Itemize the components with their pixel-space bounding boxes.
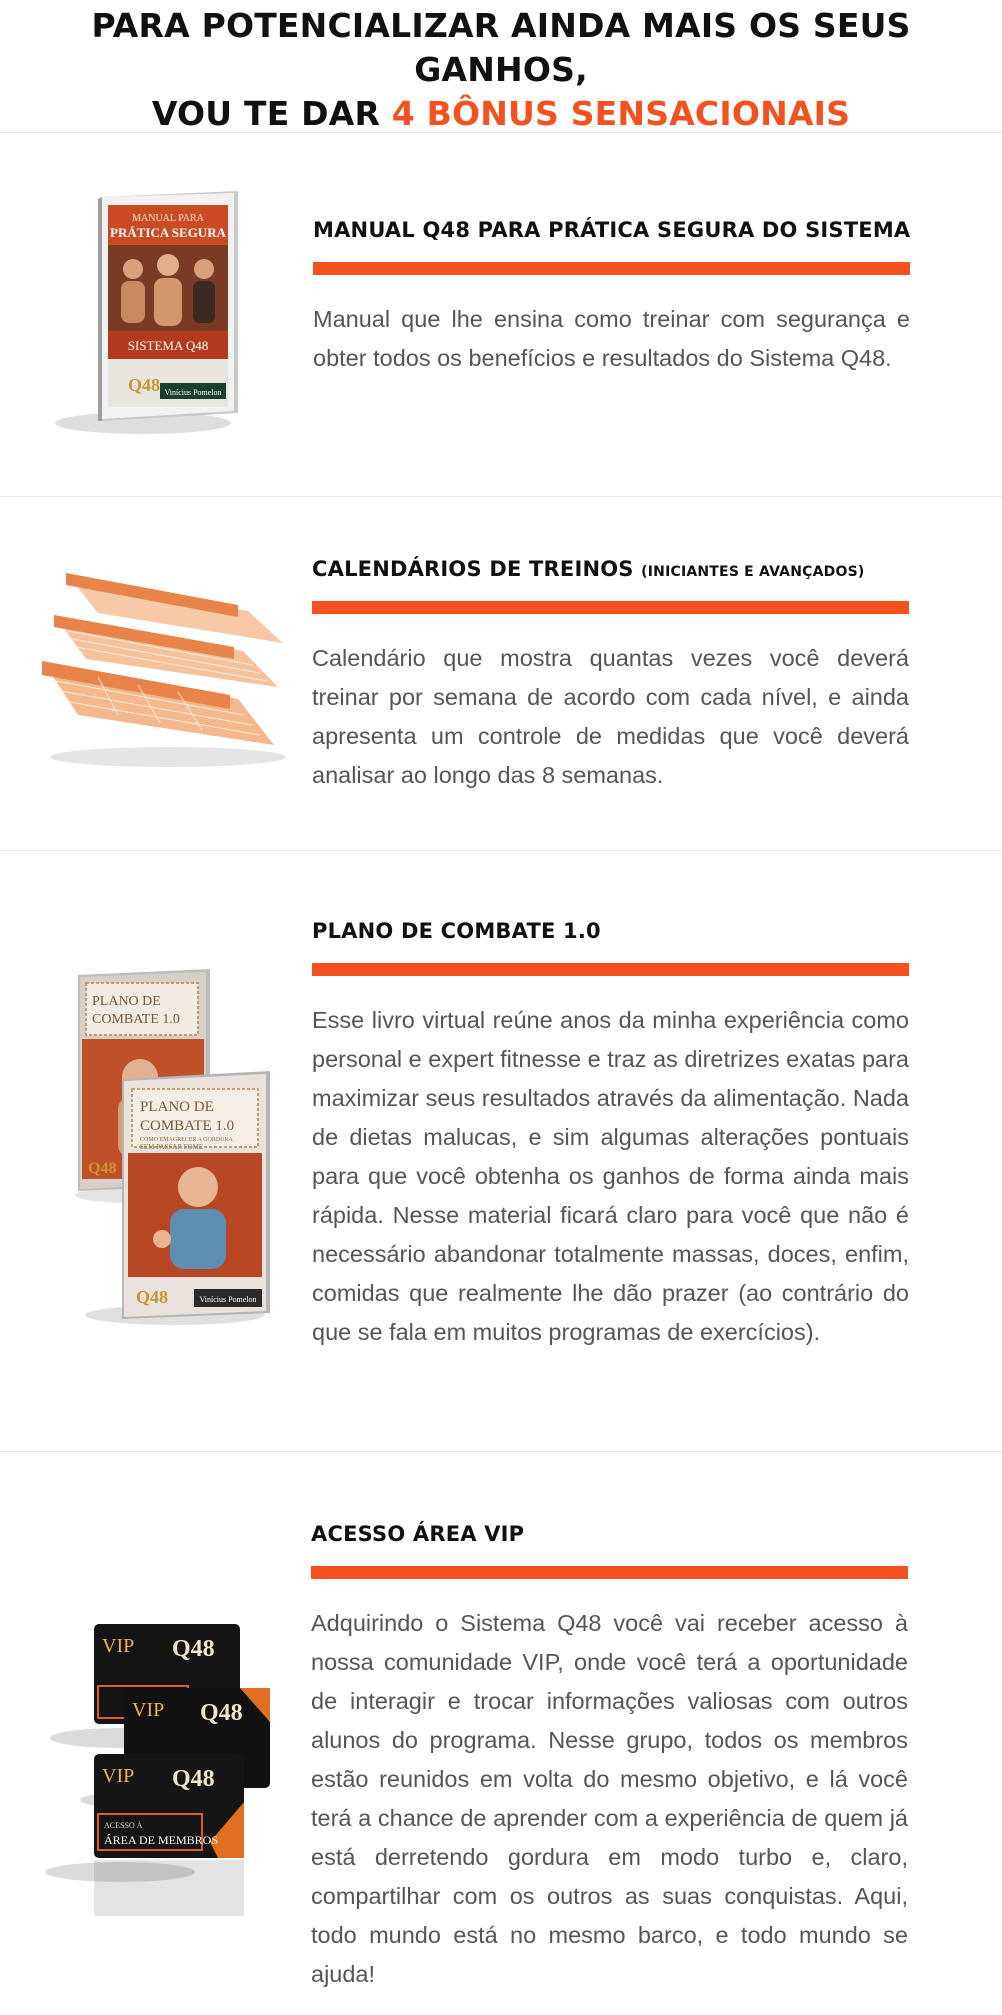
bonus-title: ACESSO ÁREA VIP: [311, 1522, 525, 1546]
calendar-sheets-image: [38, 565, 298, 780]
vip-card-1-logo: Q48: [172, 1636, 215, 1662]
manual-book-image: [48, 191, 248, 446]
vip-card-access-1: ACESSO À: [104, 1821, 143, 1830]
bonus-description: Manual que lhe ensina como treinar com segurança e obter todos os benefícios e resultados do Sistema Q48.: [313, 306, 910, 371]
vip-card-2-label: VIP: [132, 1699, 165, 1721]
page-headline: [0, 0, 1002, 132]
bonus-section-vip: [0, 1452, 1002, 2015]
bonus-content-plano: [312, 919, 909, 1352]
manual-cover-author: Vinícius Pomelon: [164, 388, 222, 397]
plano-books-image: [70, 969, 270, 1334]
bonus-description: Adquirindo o Sistema Q48 você vai receber acesso à nossa comunidade VIP, onde você terá a oportunidade de interagir e trocar informações valiosas com outros alunos do programa. Nesse grupo, todos os membros estão reunidos em volta do mesmo objetivo, e lá você terá a chance de aprender com a experiência de quem já está derretendo gordura em modo turbo e, claro, compartilhar com os outros as suas conquistas. Aqui, todo mundo está no mesmo barco, e todo mundo se ajuda!: [311, 1610, 908, 1987]
plano-front-title-2: COMBATE 1.0: [140, 1118, 235, 1134]
vip-card-3-label: VIP: [102, 1765, 135, 1787]
manual-cover-logo: Q48: [128, 375, 161, 395]
vip-cards-image: [40, 1622, 280, 1927]
headline-accent: 4 BÔNUS SENSACIONAIS: [391, 94, 851, 133]
bonus-description: Calendário que mostra quantas vezes você deverá treinar por semana de acordo com cada nível, e ainda apresenta um controle de medidas que você deverá analisar ao longo das 8 semanas.: [312, 645, 909, 788]
vip-card-2-logo: Q48: [200, 1700, 243, 1726]
accent-bar: [312, 601, 909, 614]
plano-front-author: Vinícius Pomelon: [199, 1295, 257, 1304]
bonus-section-calendars: [0, 497, 1002, 850]
plano-front-subtitle-1: COMO EMAGRECER A GORDURA: [140, 1137, 233, 1143]
bonus-title: MANUAL Q48 PARA PRÁTICA SEGURA DO SISTEMA: [313, 218, 911, 242]
plano-front-title-1: PLANO DE: [140, 1099, 214, 1115]
bonus-section-plano: [0, 851, 1002, 1451]
accent-bar: [311, 1566, 908, 1579]
headline-prefix: VOU TE DAR: [151, 94, 392, 133]
vip-card-access-2: ÁREA DE MEMBROS: [104, 1833, 219, 1847]
bonus-title-suffix: (INICIANTES E AVANÇADOS): [641, 564, 865, 580]
manual-cover-band: SISTEMA Q48: [127, 338, 209, 353]
accent-bar: [312, 963, 909, 976]
accent-bar: [313, 262, 910, 275]
bonus-content-calendars: [312, 557, 909, 795]
plano-back-logo: Q48: [88, 1160, 117, 1177]
vip-card-1-label: VIP: [102, 1635, 135, 1657]
vip-card-3-logo: Q48: [172, 1766, 215, 1792]
bonus-content-manual: [313, 218, 910, 378]
headline-line-2: [0, 92, 1002, 136]
bonus-description: Esse livro virtual reúne anos da minha experiência como personal e expert fitnesse e traz as diretrizes exatas para maximizar seus resultados através da alimentação. Nada de dietas malucas, e sim algumas alterações pontuais para que você obtenha os ganhos de forma ainda mais rápida. Nesse material ficará claro para você que não é necessário abandonar totalmente massas, doces, enfim, comidas que realmente lhe dão prazer (ao contrário do que se fala em muitos programas de exercícios).: [312, 1007, 909, 1345]
plano-front-subtitle-2: SEM PASSAR FOME: [140, 1143, 204, 1151]
manual-cover-top-2: PRÁTICA SEGURA: [110, 225, 226, 240]
bonus-title-main: CALENDÁRIOS DE TREINOS: [312, 557, 634, 581]
plano-back-title-1: PLANO DE: [92, 994, 161, 1009]
bonus-title: PLANO DE COMBATE 1.0: [312, 919, 601, 943]
bonus-section-manual: [0, 133, 1002, 496]
headline-line-1: PARA POTENCIALIZAR AINDA MAIS OS SEUS GANHOS,: [91, 6, 911, 89]
plano-front-logo: Q48: [136, 1287, 169, 1307]
bonus-content-vip: [311, 1522, 908, 1994]
manual-cover-top-1: MANUAL PARA: [132, 213, 204, 224]
bonus-title: [312, 557, 909, 581]
plano-back-title-2: COMBATE 1.0: [92, 1012, 180, 1027]
